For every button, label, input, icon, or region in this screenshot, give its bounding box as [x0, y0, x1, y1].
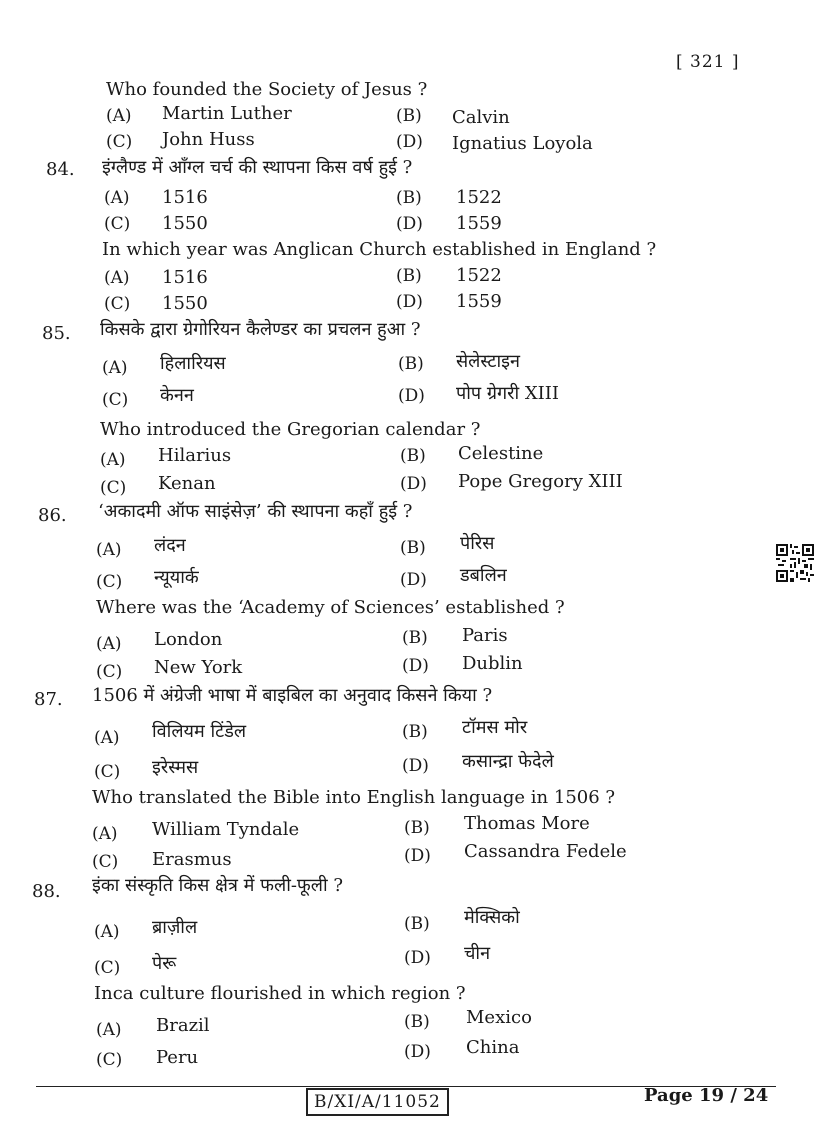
- option-text: हिलारियस: [160, 353, 226, 374]
- page-indicator: Page 19 / 24: [644, 1085, 769, 1106]
- option-text: Erasmus: [152, 849, 232, 870]
- option-label: (C): [96, 572, 123, 592]
- option-label: (B): [400, 446, 426, 466]
- option-label: (D): [402, 756, 429, 776]
- option-text: 1522: [456, 265, 502, 286]
- option-text: Peru: [156, 1047, 199, 1068]
- option-label: (B): [404, 1012, 430, 1032]
- option-text: Dublin: [462, 653, 523, 674]
- paper-code: B/XI/A/11052: [306, 1088, 449, 1116]
- option-label: (A): [96, 1020, 122, 1040]
- option-text: पोप ग्रेगरी XIII: [456, 383, 560, 404]
- option-label: (C): [104, 294, 131, 314]
- question-text-en: Where was the ‘Academy of Sciences’ established ?: [96, 597, 565, 618]
- option-label: (D): [400, 474, 427, 494]
- option-label: (B): [404, 818, 430, 838]
- option-label: (D): [404, 846, 431, 866]
- option-label: (B): [404, 914, 430, 934]
- option-label: (D): [396, 214, 423, 234]
- option-text: विलियम टिंडेल: [152, 721, 247, 742]
- option-label: (D): [402, 656, 429, 676]
- option-text: Thomas More: [464, 813, 590, 834]
- option-text: कसान्द्रा फेदेले: [462, 751, 554, 772]
- option-label: (B): [402, 628, 428, 648]
- option-text: न्यूयार्क: [154, 567, 199, 588]
- question-text-en: Who founded the Society of Jesus ?: [106, 79, 428, 100]
- question-text-hi: किसके द्वारा ग्रेगोरियन कैलेण्डर का प्रचलन हुआ ?: [100, 319, 421, 340]
- option-text: लंदन: [154, 535, 186, 556]
- option-text: John Huss: [162, 129, 255, 150]
- option-text: Ignatius Loyola: [452, 133, 593, 154]
- option-label: (A): [94, 728, 120, 748]
- option-text: सेलेस्टाइन: [456, 351, 520, 372]
- option-label: (A): [96, 540, 122, 560]
- option-text: Martin Luther: [162, 103, 292, 124]
- option-label: (B): [396, 188, 422, 208]
- option-text: इरेस्मस: [152, 757, 199, 778]
- option-text: 1522: [456, 187, 502, 208]
- option-text: Pope Gregory XIII: [458, 471, 623, 492]
- option-label: (D): [404, 948, 431, 968]
- question-number: 84.: [46, 159, 75, 180]
- option-text: टॉमस मोर: [462, 717, 528, 738]
- option-label: (A): [92, 824, 118, 844]
- qr-code-icon: [776, 544, 814, 582]
- option-text: 1559: [456, 213, 502, 234]
- option-text: चीन: [464, 943, 491, 964]
- option-text: पेरू: [152, 953, 177, 974]
- option-label: (B): [396, 266, 422, 286]
- option-text: William Tyndale: [152, 819, 300, 840]
- option-label: (C): [106, 132, 133, 152]
- question-text-hi: इंग्लैण्ड में आँग्ल चर्च की स्थापना किस वर्ष हुई ?: [102, 157, 413, 178]
- option-text: 1516: [162, 187, 208, 208]
- option-text: London: [154, 629, 223, 650]
- option-label: (C): [100, 478, 127, 498]
- option-label: (A): [102, 358, 128, 378]
- option-text: ब्राज़ील: [152, 917, 198, 938]
- option-label: (B): [396, 106, 422, 126]
- option-text: 1559: [456, 291, 502, 312]
- option-text: पेरिस: [460, 533, 495, 554]
- question-text-hi: इंका संस्कृति किस क्षेत्र में फली-फूली ?: [92, 875, 344, 896]
- option-text: 1516: [162, 267, 208, 288]
- question-text-hi: ‘अकादमी ऑफ साइंसेज़’ की स्थापना कहाँ हुई ?: [98, 501, 413, 522]
- option-label: (D): [396, 292, 423, 312]
- question-number: 87.: [34, 689, 63, 710]
- option-label: (D): [404, 1042, 431, 1062]
- question-text-hi: 1506 में अंग्रेजी भाषा में बाइबिल का अनुवाद किसने किया ?: [92, 685, 493, 706]
- option-text: New York: [154, 657, 243, 678]
- question-number: 85.: [42, 323, 71, 344]
- question-text-en: In which year was Anglican Church established in England ?: [102, 239, 657, 260]
- question-text-en: Who introduced the Gregorian calendar ?: [100, 419, 481, 440]
- option-label: (C): [92, 852, 119, 872]
- question-text-en: Inca culture flourished in which region ?: [94, 983, 466, 1004]
- option-label: (C): [104, 214, 131, 234]
- option-label: (C): [94, 958, 121, 978]
- option-label: (A): [100, 450, 126, 470]
- option-label: (A): [104, 188, 130, 208]
- page-marker: [ 321 ]: [676, 52, 740, 72]
- question-text-en: Who translated the Bible into English language in 1506 ?: [92, 787, 616, 808]
- option-label: (A): [106, 106, 132, 126]
- option-label: (A): [96, 634, 122, 654]
- option-text: Celestine: [458, 443, 544, 464]
- option-label: (A): [104, 268, 130, 288]
- option-text: Calvin: [452, 107, 510, 128]
- option-label: (C): [96, 1050, 123, 1070]
- option-label: (B): [402, 722, 428, 742]
- option-label: (D): [400, 570, 427, 590]
- option-label: (D): [396, 132, 423, 152]
- option-text: Paris: [462, 625, 508, 646]
- option-text: 1550: [162, 293, 208, 314]
- option-text: Cassandra Fedele: [464, 841, 627, 862]
- option-text: डबलिन: [460, 565, 507, 586]
- option-text: 1550: [162, 213, 208, 234]
- option-label: (C): [94, 762, 121, 782]
- option-label: (D): [398, 386, 425, 406]
- option-label: (B): [400, 538, 426, 558]
- option-text: China: [466, 1037, 520, 1058]
- option-label: (B): [398, 354, 424, 374]
- option-text: मेक्सिको: [464, 907, 520, 928]
- option-label: (C): [96, 662, 123, 682]
- option-text: Kenan: [158, 473, 216, 494]
- question-number: 86.: [38, 505, 67, 526]
- option-text: Mexico: [466, 1007, 532, 1028]
- option-text: केनन: [160, 385, 194, 406]
- option-text: Hilarius: [158, 445, 232, 466]
- option-text: Brazil: [156, 1015, 210, 1036]
- option-label: (A): [94, 922, 120, 942]
- option-label: (C): [102, 390, 129, 410]
- question-number: 88.: [32, 881, 61, 902]
